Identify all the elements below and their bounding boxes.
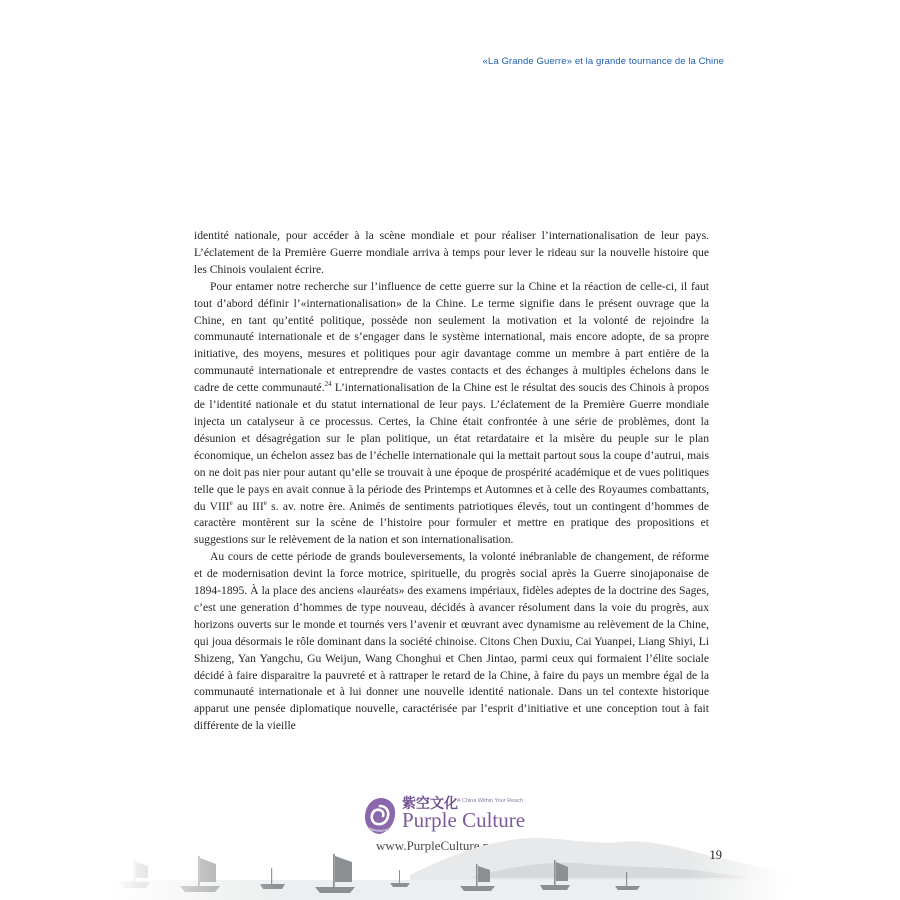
paragraph-2-text-mid: au III xyxy=(232,499,264,513)
watermark-tagline: A China Within Your Reach xyxy=(457,798,524,804)
running-header: «La Grande Guerre» et la grande tournance de la Chine xyxy=(482,56,724,67)
footnote-ref-24[interactable]: 24 xyxy=(324,380,332,389)
harbor-scenery-illustration xyxy=(110,820,790,900)
paragraph-3-text: Au cours de cette période de grands bouleversements, la volonté inébranlable de changement, de réforme et de modernisation devint la force motrice, spirituelle, du progrès social après la Guerre sinojaponaise de 1894-1895. À la place des anciens «lauréats» des examens impériaux, fidèles adeptes de la doctrine des Sages, c’est une generation d’hommes de type nouveau, décidés à avancer résolument dans la voie du progrès, aux horizons ouverts sur le monde et tournés vers l’avenir et œuvrant avec dynamisme au relèvement de la Chine, qui joua désormais le rôle dominant dans la société chinoise. Citons Chen Duxiu, Cai Yuanpei, Liang Shiyi, Li Shizeng, Yan Yangchu, Gu Weijun, Wang Chonghui et Chen Jintao, parmi ceux qui formaient l’élite sociale décidé à faire disparaitre la pauvreté et à rattraper le retard de la Chine, à faire du pays un membre égal de la communauté internationale et à lui donner une nouvelle identité nationale. Dans un tel contexte historique apparut une pensée diplomatique nouvelle, caractérisée par l’esprit d’initiative et une conception tout à fait différente de la vieille xyxy=(194,550,709,733)
body-text xyxy=(194,228,709,735)
page-number: 19 xyxy=(709,848,722,862)
superscript-e: e xyxy=(263,498,267,507)
paragraph-1 xyxy=(194,228,709,279)
paragraph-3 xyxy=(194,549,709,735)
paragraph-2-text-after-note: L’internationalisation de la Chine est le résultat des soucis des Chinois à propos de l’identité nationale et du statut international de leur pays. L’éclatement de la Première Guerre mondiale injecta un catalyseur à ce processus. Certes, la Chine était confrontée à une série de problèmes, dont la désunion et désagrégation sur le plan politique, un état retardataire et la misère du peuple sur le plan économique, un échelon assez bas de l’échelle internationale qui la mettait partout sous la coupe d’autrui, mais on ne doit pas nier pour autant qu’elle se trouvait à une époque de prospérité académique et de vues politiques telle que le pays en avait connue à la période des Printemps et Automnes et à celle des Royaumes combattants, du VIII xyxy=(194,381,709,513)
paragraph-1-text: identité nationale, pour accéder à la scène mondiale et pour réaliser l’internationalisation de leur pays. L’éclatement de la Première Guerre mondiale arriva à temps pour lever le rideau sur la nouvelle histoire que les Chinois voulaient écrire. xyxy=(194,229,709,276)
paragraph-2-text-end: s. av. notre ère. Animés de sentiments patriotiques élevés, tout un contingent d’hommes de caractère montèrent sur la scène de l’histoire pour formuler et mettre en pratique des propositions et suggestions sur le relèvement de la nation et son internationalisation. xyxy=(194,499,709,547)
superscript-e: e xyxy=(229,498,233,507)
paragraph-2 xyxy=(194,279,709,550)
watermark-chinese-name: 紫空文化 xyxy=(402,796,458,812)
paragraph-2-text-before-note: Pour entamer notre recherche sur l’influence de cette guerre sur la Chine et la réaction de celle-ci, il faut tout d’abord définir l’«internationalisation» de la Chine. Le terme signifie dans le présent ouvrage que la Chine, en tant qu’entité politique, possède non seulement la motivation et la volonté de rejoindre la communauté internationale et de s’engager dans le système international, mais encore adopte, de sa propre initiative, des moyens, mesures et politiques pour agir davantage comme un membre à part entière de la communauté internationale et entreprendre de vastes contacts et des échanges à multiples échelons dans le cadre de cette communauté. xyxy=(194,279,709,395)
